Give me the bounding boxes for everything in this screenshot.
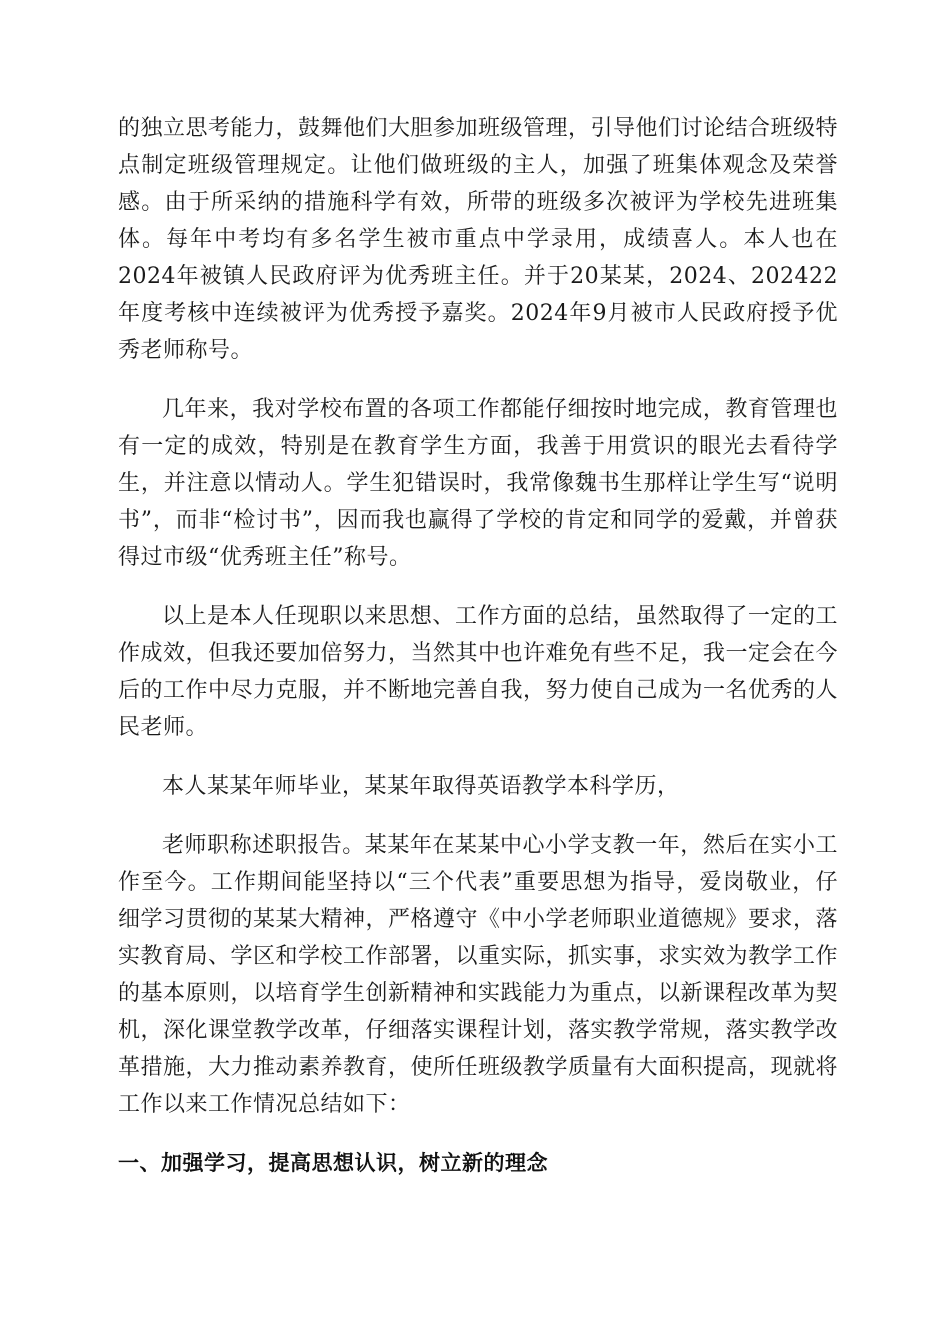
paragraph-1: 的独立思考能力，鼓舞他们大胆参加班级管理，引导他们讨论结合班级特点制定班级管理规定。让他们做班级的主人，加强了班集体观念及荣誉感。由于所采纳的措施科学有效，所带的班级多次被评为学校先进班集体。每年中考均有多名学生被市重点中学录用，成绩喜人。本人也在2024年被镇人民政府评为优秀班主任。并于20某某，2024、202422年度考核中连续被评为优秀授予嘉奖。2024年9月被市人民政府授予优秀老师称号。	[118, 116, 839, 363]
paragraph-5: 老师职称述职报告。某某年在某某中心小学支教一年，然后在实小工作至今。工作期间能坚持以“三个代表”重要思想为指导，爱岗敬业，仔细学习贯彻的某某大精神，严格遵守《中小学老师职业道德规》要求，落实教育局、学区和学校工作部署，以重实际，抓实事，求实效为教学工作的基本原则，以培育学生创新精神和实践能力为重点，以新课程改革为契机，深化课堂教学改革，仔细落实课程计划，落实教学常规，落实教学改革措施，大力推动素养教育，使所任班级教学质量有大面积提高，现就将工作以来工作情况总结如下：	[118, 833, 839, 1117]
paragraph-3: 以上是本人任现职以来思想、工作方面的总结，虽然取得了一定的工作成效，但我还要加倍努力，当然其中也许难免有些不足，我一定会在今后的工作中尽力克服，并不断地完善自我，努力使自己成为一名优秀的人民老师。	[118, 604, 839, 740]
paragraph-4: 本人某某年师毕业，某某年取得英语教学本科学历，	[162, 774, 680, 799]
document-page	[118, 110, 838, 1182]
paragraph-2: 几年来，我对学校布置的各项工作都能仔细按时地完成，教育管理也有一定的成效，特别是在教育学生方面，我善于用赏识的眼光去看待学生，并注意以情动人。学生犯错误时，我常像魏书生那样让学生写“说明书”，而非“检讨书”，因而我也赢得了学校的肯定和同学的爱戴，并曾获得过市级“优秀班主任”称号。	[118, 397, 838, 570]
section-heading: 一、加强学习，提高思想认识，树立新的理念	[118, 1151, 548, 1175]
